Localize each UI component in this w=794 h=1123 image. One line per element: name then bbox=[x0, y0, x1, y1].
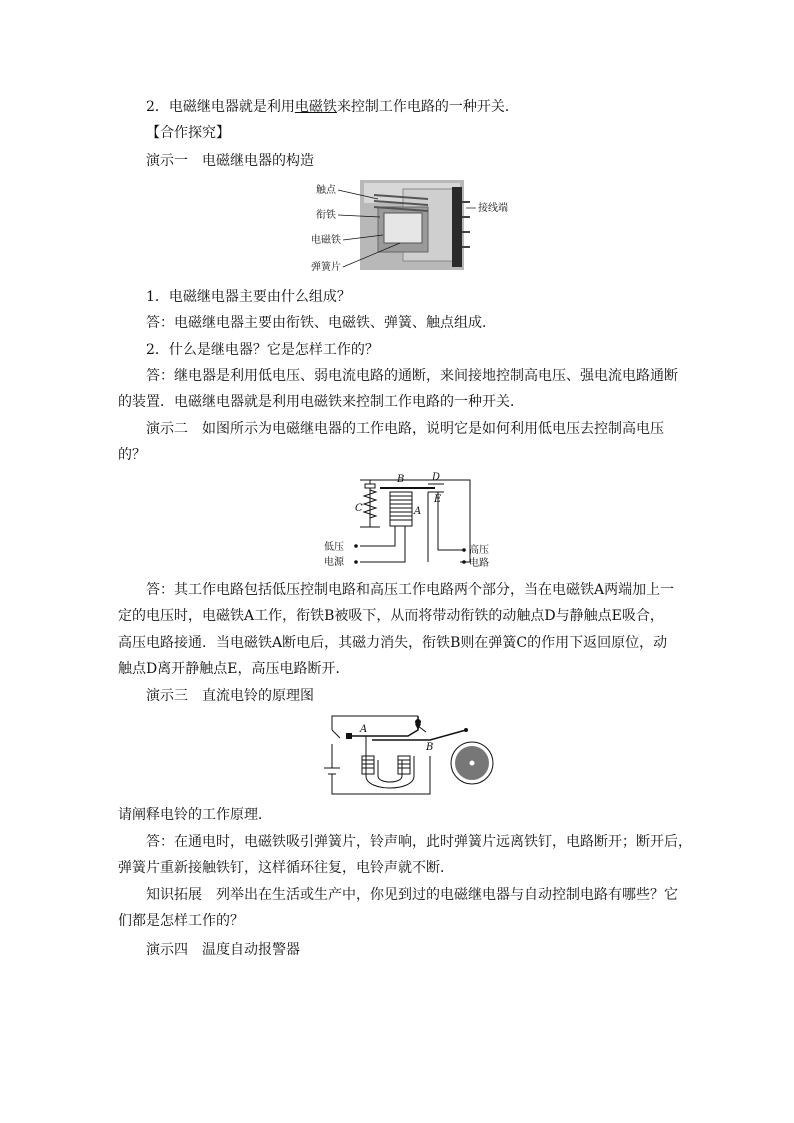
label-circuit: 电路 bbox=[469, 558, 489, 569]
relay-circuit-diagram bbox=[320, 470, 500, 570]
label-B: B bbox=[397, 474, 405, 485]
spring-plate bbox=[372, 730, 466, 740]
demo-2-line-2: 的？ bbox=[118, 447, 146, 463]
label-C: C bbox=[355, 503, 363, 514]
bell-label-A: A bbox=[360, 724, 368, 735]
label-low-voltage: 低压 bbox=[324, 542, 344, 553]
label-terminal: 接线端 bbox=[478, 203, 508, 214]
label-armature: 衔铁 bbox=[316, 210, 336, 221]
demo-1-title: 演示一 电磁继电器的构造 bbox=[146, 153, 314, 169]
answer-demo-2-line-3: 高压电路接通．当电磁铁A断电后，其磁力消失，衔铁B则在弹簧C的作用下返回原位，动 bbox=[118, 635, 668, 651]
label-spring: 弹簧片 bbox=[311, 262, 341, 273]
answer-3-line-2: 弹簧片重新接触铁钉，这样循环往复，电铃声就不断． bbox=[118, 860, 454, 876]
answer-demo-2-line-4: 触点D离开静触点E，高压电路断开． bbox=[118, 661, 350, 677]
heading-cooperative-inquiry: 【合作探究】 bbox=[146, 125, 230, 141]
question-3: 请阐释电铃的工作原理． bbox=[118, 807, 272, 823]
underlined-term: 电磁铁 bbox=[294, 99, 337, 115]
paragraph-relay-definition: 2．电磁继电器就是利用电磁铁来控制工作电路的一种开关． bbox=[146, 99, 519, 115]
question-1: 1．电磁继电器主要由什么组成？ bbox=[146, 289, 351, 305]
answer-1: 答：电磁继电器主要由衔铁、电磁铁、弹簧、触点组成． bbox=[146, 315, 496, 331]
label-high-voltage: 高压 bbox=[469, 545, 489, 556]
answer-demo-2-line-1: 答：其工作电路包括低压控制电路和高压工作电路两个部分，当在电磁铁A两端加上一 bbox=[146, 582, 675, 598]
demo-2-line-1: 演示二 如图所示为电磁继电器的工作电路，说明它是如何利用低电压去控制高电压 bbox=[146, 421, 664, 437]
answer-2-line-2: 的装置．电磁继电器就是利用电磁铁来控制工作电路的一种开关． bbox=[118, 394, 524, 410]
relay-photo-figure bbox=[308, 177, 528, 277]
demo-3-title: 演示三 直流电铃的原理图 bbox=[146, 688, 314, 704]
label-contact: 触点 bbox=[316, 185, 336, 196]
label-D: D bbox=[432, 472, 441, 483]
answer-2-line-1: 答：继电器是利用低电压、弱电流电路的通断，来间接地控制高电压、强电流电路通断 bbox=[146, 368, 678, 384]
label-electromagnet: 电磁铁 bbox=[311, 235, 341, 246]
demo-4-title: 演示四 温度自动报警器 bbox=[146, 942, 300, 958]
knowledge-extension-line-1: 知识拓展 列举出在生活或生产中，你见到过的电磁继电器与自动控制电路有哪些？它 bbox=[146, 887, 678, 903]
answer-3-line-1: 答：在通电时，电磁铁吸引弹簧片，铃声响，此时弹簧片远离铁钉，电路断开；断开后， bbox=[146, 834, 692, 850]
question-2: 2．什么是继电器？它是怎样工作的？ bbox=[146, 342, 379, 358]
label-A: A bbox=[414, 506, 422, 517]
knowledge-extension-line-2: 们都是怎样工作的？ bbox=[118, 913, 244, 929]
answer-demo-2-line-2: 定的电压时，电磁铁A工作，衔铁B被吸下，从而将带动衔铁的动触点D与静触点E吸合， bbox=[118, 608, 664, 624]
switch bbox=[332, 730, 340, 738]
label-E: E bbox=[434, 494, 442, 505]
dc-bell-diagram bbox=[318, 708, 508, 800]
bell-label-B: B bbox=[426, 742, 434, 753]
label-power-source: 电源 bbox=[324, 557, 344, 568]
